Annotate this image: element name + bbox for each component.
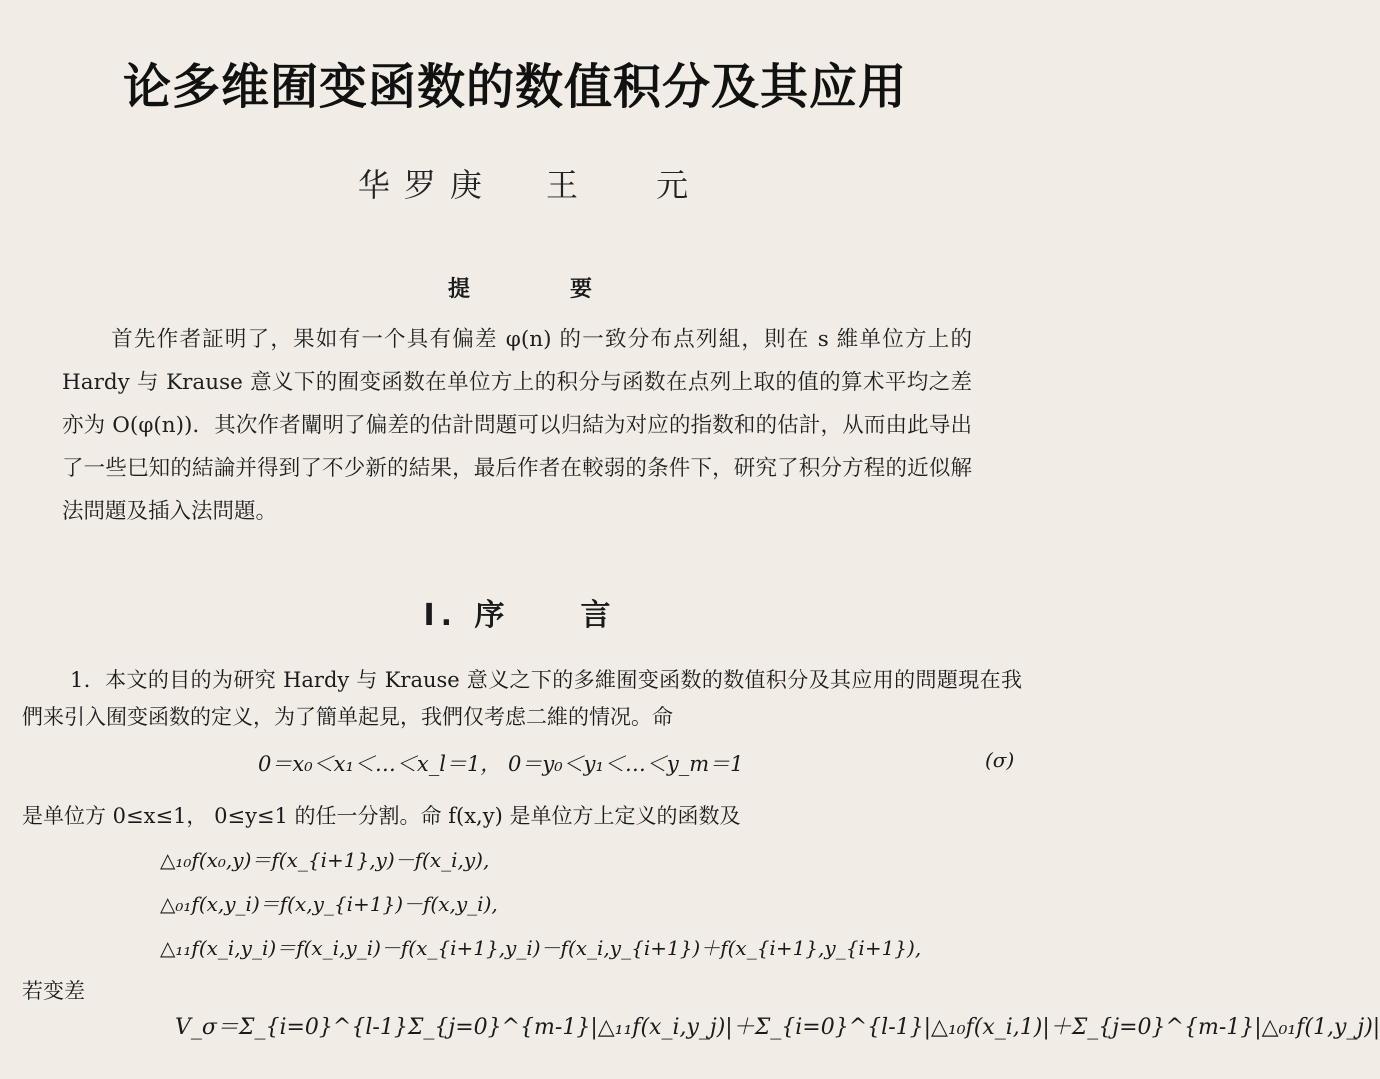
authors [0, 160, 1060, 206]
paper-title: 论多维囿变函数的数值积分及其应用 [122, 59, 907, 115]
diff-eq-11: △₁₁f(x_i,y_i)＝f(x_i,y_i)－f(x_{i+1},y_i)－f(x_i,y_{i+1})＋f(x_{i+1},y_{i+1}), [160, 936, 922, 960]
section-word-1: 序 [474, 598, 511, 633]
equation-tag: (σ) [985, 748, 1015, 772]
variation-equation: V_σ＝Σ_{i=0}^{l-1}Σ_{j=0}^{m-1}|△₁₁f(x_i,y_j)|＋Σ_{i=0}^{l-1}|△₁₀f(x_i,1)|＋Σ_{j=0}^{m-1}|△₀₁f(1,y_j)| [175, 1015, 1380, 1040]
author-1: 华罗庚 [357, 166, 496, 204]
paragraph-1: 1．本文的目的为研究 Hardy 与 Krause 意义之下的多維囿变函数的数值积分及其应用的問題現在我們来引入囿变函数的定义，为了簡单起見，我們仅考虑二維的情况。命 [22, 668, 1022, 729]
unit-square-line: 是单位方 0≤x≤1， 0≤y≤1 的任一分割。命 f(x,y) 是单位方上定义的函数及 [22, 804, 741, 828]
difference-equations [160, 838, 921, 970]
partition-equation: 0＝x₀＜x₁＜…＜x_l＝1， 0＝y₀＜y₁＜…＜y_m＝1 [258, 752, 744, 776]
section-number: I. [423, 598, 459, 633]
diff-eq-10: △₁₀f(x₀,y)＝f(x_{i+1},y)－f(x_i,y), [160, 848, 490, 872]
abstract-heading: 提要 [447, 277, 692, 302]
abstract-text [62, 318, 972, 533]
section-word-2: 言 [580, 598, 617, 633]
variation-label: 若变差 [22, 979, 85, 1003]
author-2: 王 元 [546, 166, 703, 204]
diff-eq-01: △₀₁f(x,y_i)＝f(x,y_{i+1})－f(x,y_i), [160, 892, 498, 916]
section-paragraph [22, 662, 1022, 736]
abstract-body: 首先作者証明了，果如有一个具有偏差 φ(n) 的一致分布点列組，則在 s 維单位方上的 Hardy 与 Krause 意义下的囿变函数在单位方上的积分与函数在点列上取的值的算术平均之差亦为 O(φ(n))．其次作者闡明了偏差的估計問題可以归結为对应的指数和的估計，从而由此导出了一些巳知的結論并得到了不少新的結果，最后作者在較弱的条件下，研究了积分方程的近似解法問題及插入法問題。 [62, 327, 972, 524]
section-heading [0, 590, 1040, 634]
